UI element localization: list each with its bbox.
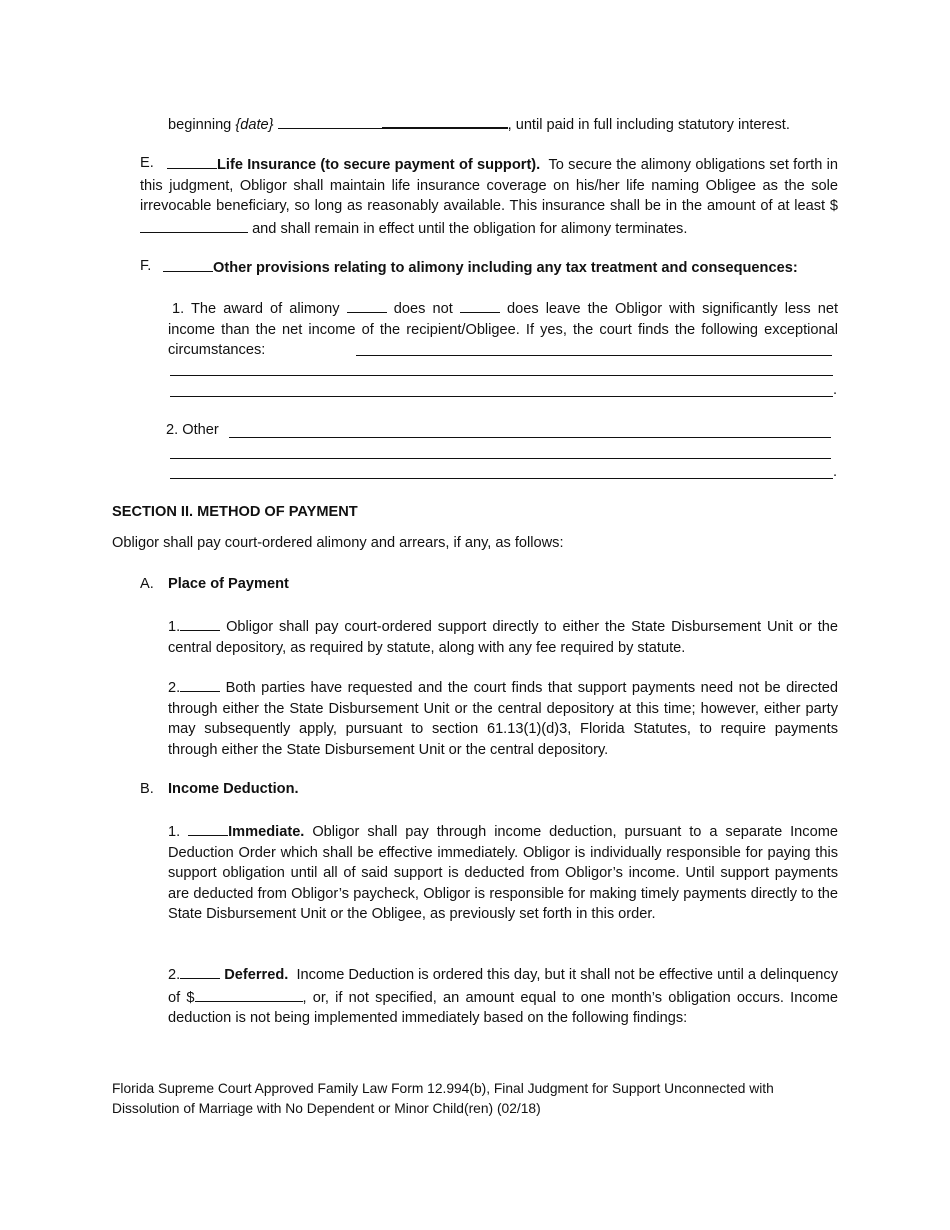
a-item2-text: Both parties have requested and the court finds that support payments need not be directed through either the State Disbursement Unit or the central depository at this time; however, either party may subsequently apply, pursuant to section 61.13(1)(d)3, Florida Statutes, to require payments through either the State Disbursement Unit or the central depository. <box>168 680 838 758</box>
other-line-3[interactable] <box>170 478 833 479</box>
a-item1-blank[interactable] <box>180 615 220 631</box>
section-f-title: Other provisions relating to alimony including any tax treatment and consequences: <box>213 260 798 276</box>
other-line-2[interactable] <box>170 458 831 459</box>
b-item2-title: Deferred. <box>224 967 289 983</box>
section-e-text1: To secure the alimony obligations set forth in this judgment, Obligor shall maintain life insurance coverage on his/her life naming Obligee as the sole irrevocable beneficiary, so long as reasonably available. This insurance shall be in the amount of at least $ <box>140 157 838 215</box>
other-line-1[interactable] <box>229 437 831 438</box>
insurance-amount-blank[interactable] <box>140 217 248 233</box>
section-2-heading: SECTION II. METHOD OF PAYMENT <box>112 504 358 520</box>
footer-line-1: Florida Supreme Court Approved Family Law Form 12.994(b), Final Judgment for Support Unconnected with <box>112 1081 774 1096</box>
section-2a-item1 <box>168 615 838 658</box>
does-not-blank[interactable] <box>347 297 387 313</box>
b-item2-text-b: , or, if not specified, an amount equal to one month’s obligation occurs. Income deduction is not being implemented immediately based on the following findings: <box>168 989 839 1027</box>
footer-line-2: Dissolution of Marriage with No Dependent or Minor Child(ren) (02/18) <box>112 1101 541 1116</box>
circumstances-line-2[interactable] <box>170 375 833 376</box>
b-item1-text: Obligor shall pay through income deduction, pursuant to a separate Income Deduction Order which shall be effective immediately. Obligor is individually responsible for paying this support obligation until all of said support is deducted from Obligor’s income. Until support payments are deducted from Obligor’s paycheck, Obligor is responsible for making timely payments directly to the State Disbursement Unit or the Obligee, as previously set forth in this order. <box>168 824 838 923</box>
a-item1-num: 1. <box>168 619 181 635</box>
b-item1-blank[interactable] <box>188 820 228 836</box>
b-item1-title: Immediate. <box>228 824 305 840</box>
section-e-text2: and shall remain in effect until the obligation for alimony terminates. <box>252 220 688 237</box>
section-2-intro: Obligor shall pay court-ordered alimony and arrears, if any, as follows: <box>112 535 564 551</box>
beginning-label: beginning <box>168 117 232 133</box>
delinquency-amount-blank[interactable] <box>195 986 303 1002</box>
section-2b-letter: B. <box>140 781 154 797</box>
section-2b-item2 <box>168 963 838 1029</box>
f-item2-label: 2. Other <box>166 422 219 438</box>
circumstances-line-3[interactable] <box>170 396 833 397</box>
a-item1-text: Obligor shall pay court-ordered support directly to either the State Disbursement Unit or the central depository, as required by statute, along with any fee required by statute. <box>168 619 838 656</box>
b-item2-num: 2. <box>168 967 181 983</box>
section-e-title: Life Insurance (to secure payment of support). <box>217 157 541 173</box>
section-e-checkbox-blank[interactable] <box>167 153 217 169</box>
section-2b-title: Income Deduction. <box>168 781 299 797</box>
date-placeholder: {date} <box>235 117 274 133</box>
section-f-heading <box>163 256 798 278</box>
f-item1-c: does leave the Obligor with significantly less net income than the net income of the recipient/Obligee. If yes, the court finds the following exceptional circumstances: <box>168 301 839 359</box>
until-paid-text: , until paid in full including statutory interest. <box>507 117 790 133</box>
does-blank[interactable] <box>460 297 500 313</box>
f-item1-b: does not <box>393 301 453 317</box>
b-item2-blank[interactable] <box>180 963 220 979</box>
section-2a-letter: A. <box>140 576 154 592</box>
b-item1-num: 1. <box>168 824 181 840</box>
circumstances-line-1[interactable] <box>356 355 832 356</box>
section-e-letter: E. <box>140 155 154 171</box>
f-item1-a: 1. The award of alimony <box>172 301 340 317</box>
a-item2-blank[interactable] <box>180 676 220 692</box>
a-item2-num: 2. <box>168 680 181 696</box>
section-f-letter: F. <box>140 258 152 274</box>
beginning-date-line <box>168 112 790 135</box>
other-period: . <box>833 464 838 480</box>
circumstances-period: . <box>833 382 838 398</box>
date-blank[interactable] <box>278 113 382 129</box>
form-footer <box>112 1079 832 1119</box>
b-item2-text-a: Income Deduction is ordered this day, but it shall not be effective until a delinquency of $ <box>168 967 839 1006</box>
section-f-item1 <box>168 297 838 361</box>
section-2b-item1 <box>168 820 838 925</box>
section-2a-title: Place of Payment <box>168 576 289 592</box>
date-blank-2[interactable] <box>382 112 508 129</box>
section-f-checkbox-blank[interactable] <box>163 256 213 272</box>
section-2a-item2 <box>168 676 838 760</box>
section-e-paragraph <box>140 153 838 239</box>
